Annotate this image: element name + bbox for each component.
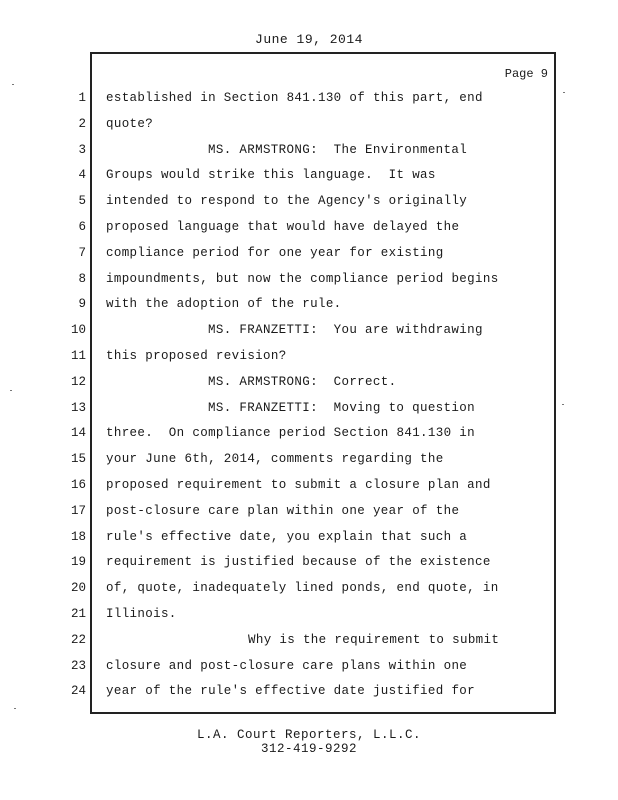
footer-phone: 312-419-9292 <box>260 742 357 756</box>
line-number: 21 <box>70 606 86 621</box>
question-line: Why is the requirement to submit <box>248 632 500 647</box>
transcript-line: Groups would strike this language. It was <box>106 168 436 183</box>
transcript-line: year of the rule's effective date justified for <box>106 684 476 699</box>
line-number: 6 <box>78 219 86 234</box>
scan-speck <box>12 84 14 85</box>
line-number: 1 <box>78 91 86 105</box>
transcript-line: intended to respond to the Agency's originally <box>106 194 468 209</box>
line-number: 23 <box>70 658 86 673</box>
line-number: 13 <box>70 400 86 415</box>
speaker-line: MS. FRANZETTI: You are withdrawing <box>208 323 483 338</box>
line-number: 17 <box>70 503 86 518</box>
line-number: 7 <box>78 245 86 260</box>
transcript-line: post-closure care plan within one year of the <box>106 503 460 518</box>
transcript-body <box>106 88 506 707</box>
transcript-line: with the adoption of the rule. <box>106 297 342 312</box>
line-number: 20 <box>70 581 86 596</box>
line-number: 5 <box>78 194 86 209</box>
line-number: 11 <box>70 348 86 363</box>
line-number: 3 <box>78 142 86 157</box>
line-number-column <box>62 88 86 707</box>
line-number: 10 <box>70 323 86 338</box>
line-number: 16 <box>70 477 86 492</box>
line-number: 4 <box>78 168 86 183</box>
transcript-line: proposed language that would have delayed the <box>106 219 460 234</box>
line-number: 14 <box>70 426 86 441</box>
transcript-line: your June 6th, 2014, comments regarding the <box>106 452 444 467</box>
footer <box>0 728 618 756</box>
speaker-line: MS. ARMSTRONG: The Environmental <box>208 142 468 157</box>
page-number: Page 9 <box>504 67 548 81</box>
line-number: 24 <box>70 684 86 699</box>
transcript-line: three. On compliance period Section 841.130 in <box>106 426 476 441</box>
transcript-line: Illinois. <box>106 606 177 621</box>
scan-speck <box>562 404 564 405</box>
transcript-line: this proposed revision? <box>106 348 287 363</box>
transcript-line: closure and post-closure care plans within one <box>106 658 468 673</box>
transcript-line: of, quote, inadequately lined ponds, end quote, in <box>106 581 499 596</box>
line-number: 12 <box>70 374 86 389</box>
transcript-line: quote? <box>106 116 154 131</box>
scan-speck <box>14 708 16 709</box>
speaker-line: MS. FRANZETTI: Moving to question <box>208 400 475 415</box>
line-number: 15 <box>70 452 86 467</box>
header-date: June 19, 2014 <box>255 32 363 47</box>
line-number: 19 <box>70 555 86 570</box>
transcript-line: impoundments, but now the compliance period begins <box>106 271 499 286</box>
footer-company: L.A. Court Reporters, L.L.C. <box>196 728 422 742</box>
line-number: 18 <box>70 529 86 544</box>
transcript-line: rule's effective date, you explain that such a <box>106 529 468 544</box>
transcript-line: compliance period for one year for existing <box>106 245 444 260</box>
transcript-line: established in Section 841.130 of this part, end <box>106 91 483 105</box>
scan-speck <box>10 390 12 391</box>
speaker-line: MS. ARMSTRONG: Correct. <box>208 374 397 389</box>
line-number: 2 <box>78 116 86 131</box>
transcript-line: requirement is justified because of the existence <box>106 555 491 570</box>
line-number: 22 <box>70 632 86 647</box>
line-number: 9 <box>78 297 86 312</box>
scan-speck <box>563 92 565 93</box>
line-number: 8 <box>78 271 86 286</box>
transcript-line: proposed requirement to submit a closure plan and <box>106 477 491 492</box>
